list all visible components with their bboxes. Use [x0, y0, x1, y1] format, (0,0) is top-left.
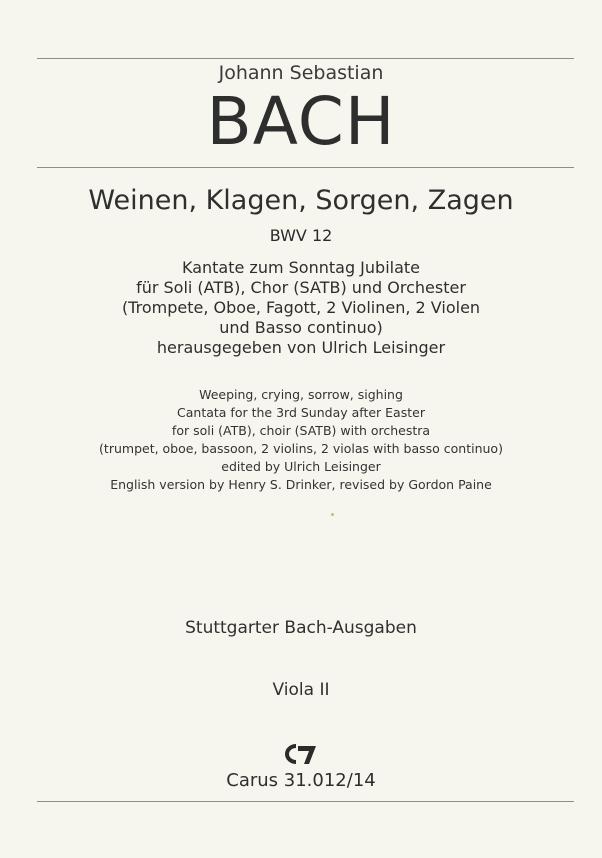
series-title: Stuttgarter Bach-Ausgaben	[185, 618, 417, 638]
english-line: (trumpet, oboe, bassoon, 2 violins, 2 violas with basso continuo)	[99, 441, 503, 456]
composer-given-names: Johann Sebastian	[218, 62, 384, 84]
paper-speck	[331, 513, 334, 516]
work-title: Weinen, Klagen, Sorgen, Zagen	[88, 185, 514, 216]
english-line: Cantata for the 3rd Sunday after Easter	[177, 405, 425, 420]
composer-family-name: BACH	[206, 83, 396, 160]
edition-number: Carus 31.012/14	[226, 770, 376, 791]
english-line: for soli (ATB), choir (SATB) with orchestra	[171, 423, 431, 438]
german-description	[0, 258, 602, 358]
german-line: und Basso continuo)	[219, 318, 383, 337]
english-line: Weeping, crying, sorrow, sighing	[199, 387, 403, 402]
german-line: (Trompete, Oboe, Fagott, 2 Violinen, 2 Violen	[121, 298, 481, 317]
english-line: edited by Ulrich Leisinger	[221, 459, 381, 474]
carus-logo-icon	[283, 742, 319, 766]
top-rule	[37, 58, 574, 59]
english-line: English version by Henry S. Drinker, revised by Gordon Paine	[110, 477, 492, 492]
catalog-number: BWV 12	[269, 226, 333, 245]
english-description	[0, 386, 602, 494]
german-line: Kantate zum Sonntag Jubilate	[181, 258, 421, 277]
bottom-rule	[37, 801, 574, 802]
title-rule	[37, 167, 574, 168]
german-line: für Soli (ATB), Chor (SATB) und Orchester	[136, 278, 466, 297]
part-name: Viola II	[272, 680, 330, 700]
german-line: herausgegeben von Ulrich Leisinger	[156, 338, 446, 357]
